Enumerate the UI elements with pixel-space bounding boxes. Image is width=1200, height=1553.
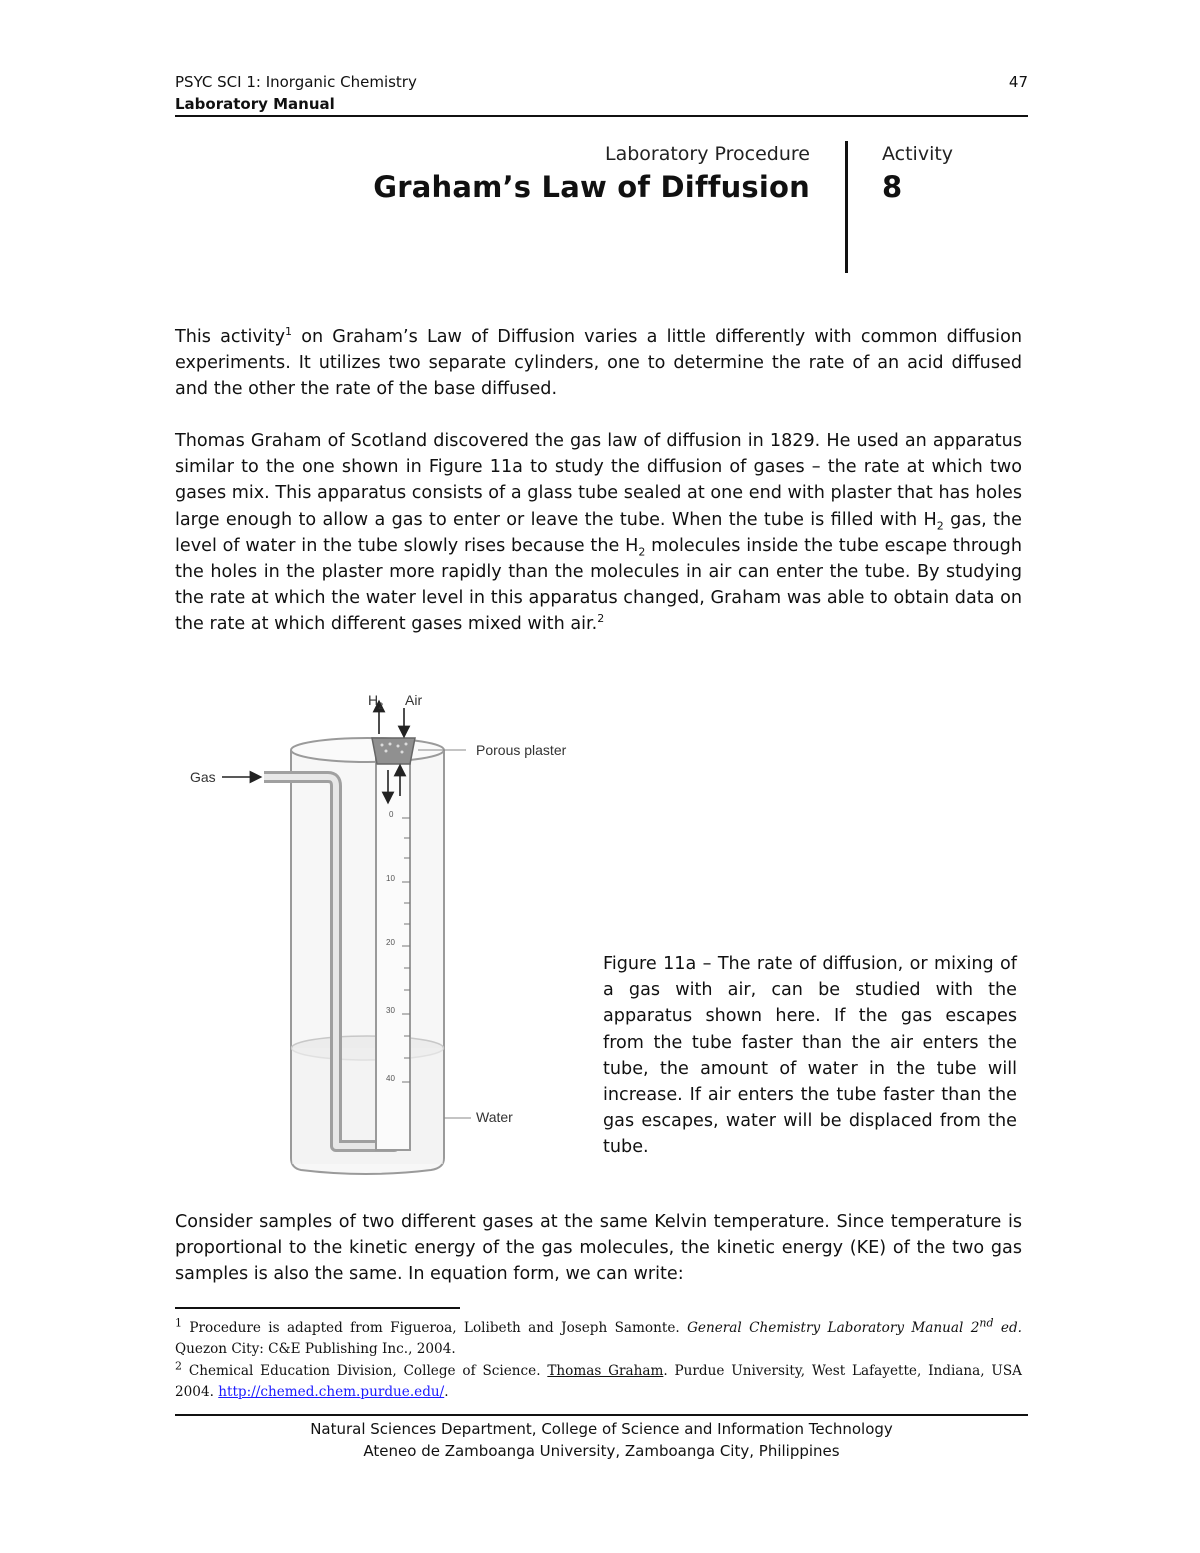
page-title: Graham’s Law of Diffusion bbox=[373, 170, 810, 204]
footnote-2-text: Chemical Education Division, College of Science. bbox=[182, 1363, 548, 1379]
footer-rule bbox=[175, 1414, 1028, 1416]
p2-text-c: molecules inside the tube escape through the holes in the plaster more rapidly than the molecules in air can enter the tube. By studying the rate at which the water level in this apparatus changed, Graham was able to obtain data on the rate at which different gases mixed with air. bbox=[175, 535, 1022, 635]
footnote-1-book-title: General Chemistry Laboratory Manual 2nd ed. bbox=[687, 1316, 1022, 1336]
footnote-2-number: 2 bbox=[175, 1359, 182, 1373]
intro-paragraph bbox=[175, 324, 1022, 403]
scale-0: 0 bbox=[389, 810, 394, 819]
p2-text-b: gas, the level of water in the tube slowly rises because the H bbox=[175, 509, 1022, 556]
header-course: PSYC SCI 1: Inorganic Chemistry bbox=[175, 73, 417, 91]
label-air: Air bbox=[405, 692, 423, 708]
activity-number: 8 bbox=[882, 170, 903, 204]
footnote-rule bbox=[175, 1307, 460, 1309]
footnote-2 bbox=[175, 1361, 1022, 1403]
porous-plaster bbox=[372, 738, 415, 764]
label-water: Water bbox=[476, 1109, 513, 1125]
p2-text-a: Thomas Graham of Scotland discovered the gas law of diffusion in 1829. He used an apparatus similar to the one shown in Figure 11a to study the diffusion of gases – the rate at which two gases mix. This apparatus consists of a glass tube sealed at one end with plaster that has holes large enough to allow a gas to enter or leave the tube. When the tube is filled with H bbox=[175, 431, 1022, 530]
activity-label: Activity bbox=[882, 143, 954, 165]
footnote-1-publisher: Quezon City: C&E Publishing Inc., 2004. bbox=[175, 1341, 456, 1357]
kinetic-energy-paragraph: Consider samples of two different gases at the same Kelvin temperature. Since temperature is proportional to the kinetic energy of the gas molecules, the kinetic energy (KE) of the two gas samples is also the same. In equation form, we can write: bbox=[175, 1212, 1022, 1285]
scale-40: 40 bbox=[386, 1074, 395, 1083]
footer-department: Natural Sciences Department, College of Science and Information Technology bbox=[310, 1420, 893, 1438]
footnote-1-number: 1 bbox=[175, 1316, 182, 1330]
footnote-1 bbox=[175, 1318, 1022, 1360]
label-h2: $H_2$ bbox=[368, 692, 384, 711]
scale-30: 30 bbox=[386, 1006, 395, 1015]
title-divider bbox=[845, 141, 848, 273]
label-gas: Gas bbox=[190, 769, 216, 785]
procedure-label: Laboratory Procedure bbox=[604, 143, 810, 165]
history-paragraph bbox=[175, 428, 1022, 638]
scale-20: 20 bbox=[386, 938, 395, 947]
purdue-link[interactable]: http://chemed.chem.purdue.edu/ bbox=[218, 1384, 445, 1400]
p2-sub-2: 2 bbox=[638, 545, 646, 559]
header-manual: Laboratory Manual bbox=[175, 95, 335, 113]
header-rule bbox=[175, 115, 1028, 117]
scale-10: 10 bbox=[386, 874, 395, 883]
footnote-2-title: Thomas Graham bbox=[547, 1363, 664, 1379]
label-porous-plaster: Porous plaster bbox=[476, 742, 567, 758]
footnote-ref-1: 1 bbox=[285, 325, 292, 339]
footnote-ref-2: 2 bbox=[597, 612, 605, 626]
footnote-1-text: Procedure is adapted from Figueroa, Lolibeth and Joseph Samonte. bbox=[182, 1320, 688, 1336]
figure-caption: Figure 11a – The rate of diffusion, or mixing of a gas with air, can be studied with the apparatus shown here. If the gas escapes from the tube faster than the air enters the tube, the amount of water in the tube will increase. If air enters the tube faster than the gas escapes, water will be displaced from the tube. bbox=[603, 954, 1017, 1158]
p1-text-b: on Graham’s Law of Diffusion varies a little differently with common diffusion experiments. It utilizes two separate cylinders, one to determine the rate of an acid diffused and the other the rate of the base diffused. bbox=[175, 327, 1022, 400]
p2-sub-1: 2 bbox=[936, 519, 944, 533]
footnote-2-end: . bbox=[444, 1384, 449, 1400]
p1-text-a: This activity bbox=[175, 327, 285, 347]
footer-university: Ateneo de Zamboanga University, Zamboanga City, Philippines bbox=[363, 1442, 840, 1460]
page-number: 47 bbox=[1008, 73, 1028, 91]
diffusion-apparatus-figure bbox=[186, 688, 586, 1188]
footnote-2-publisher: . Purdue University, West Lafayette, Indiana, USA 2004. bbox=[175, 1363, 1023, 1400]
